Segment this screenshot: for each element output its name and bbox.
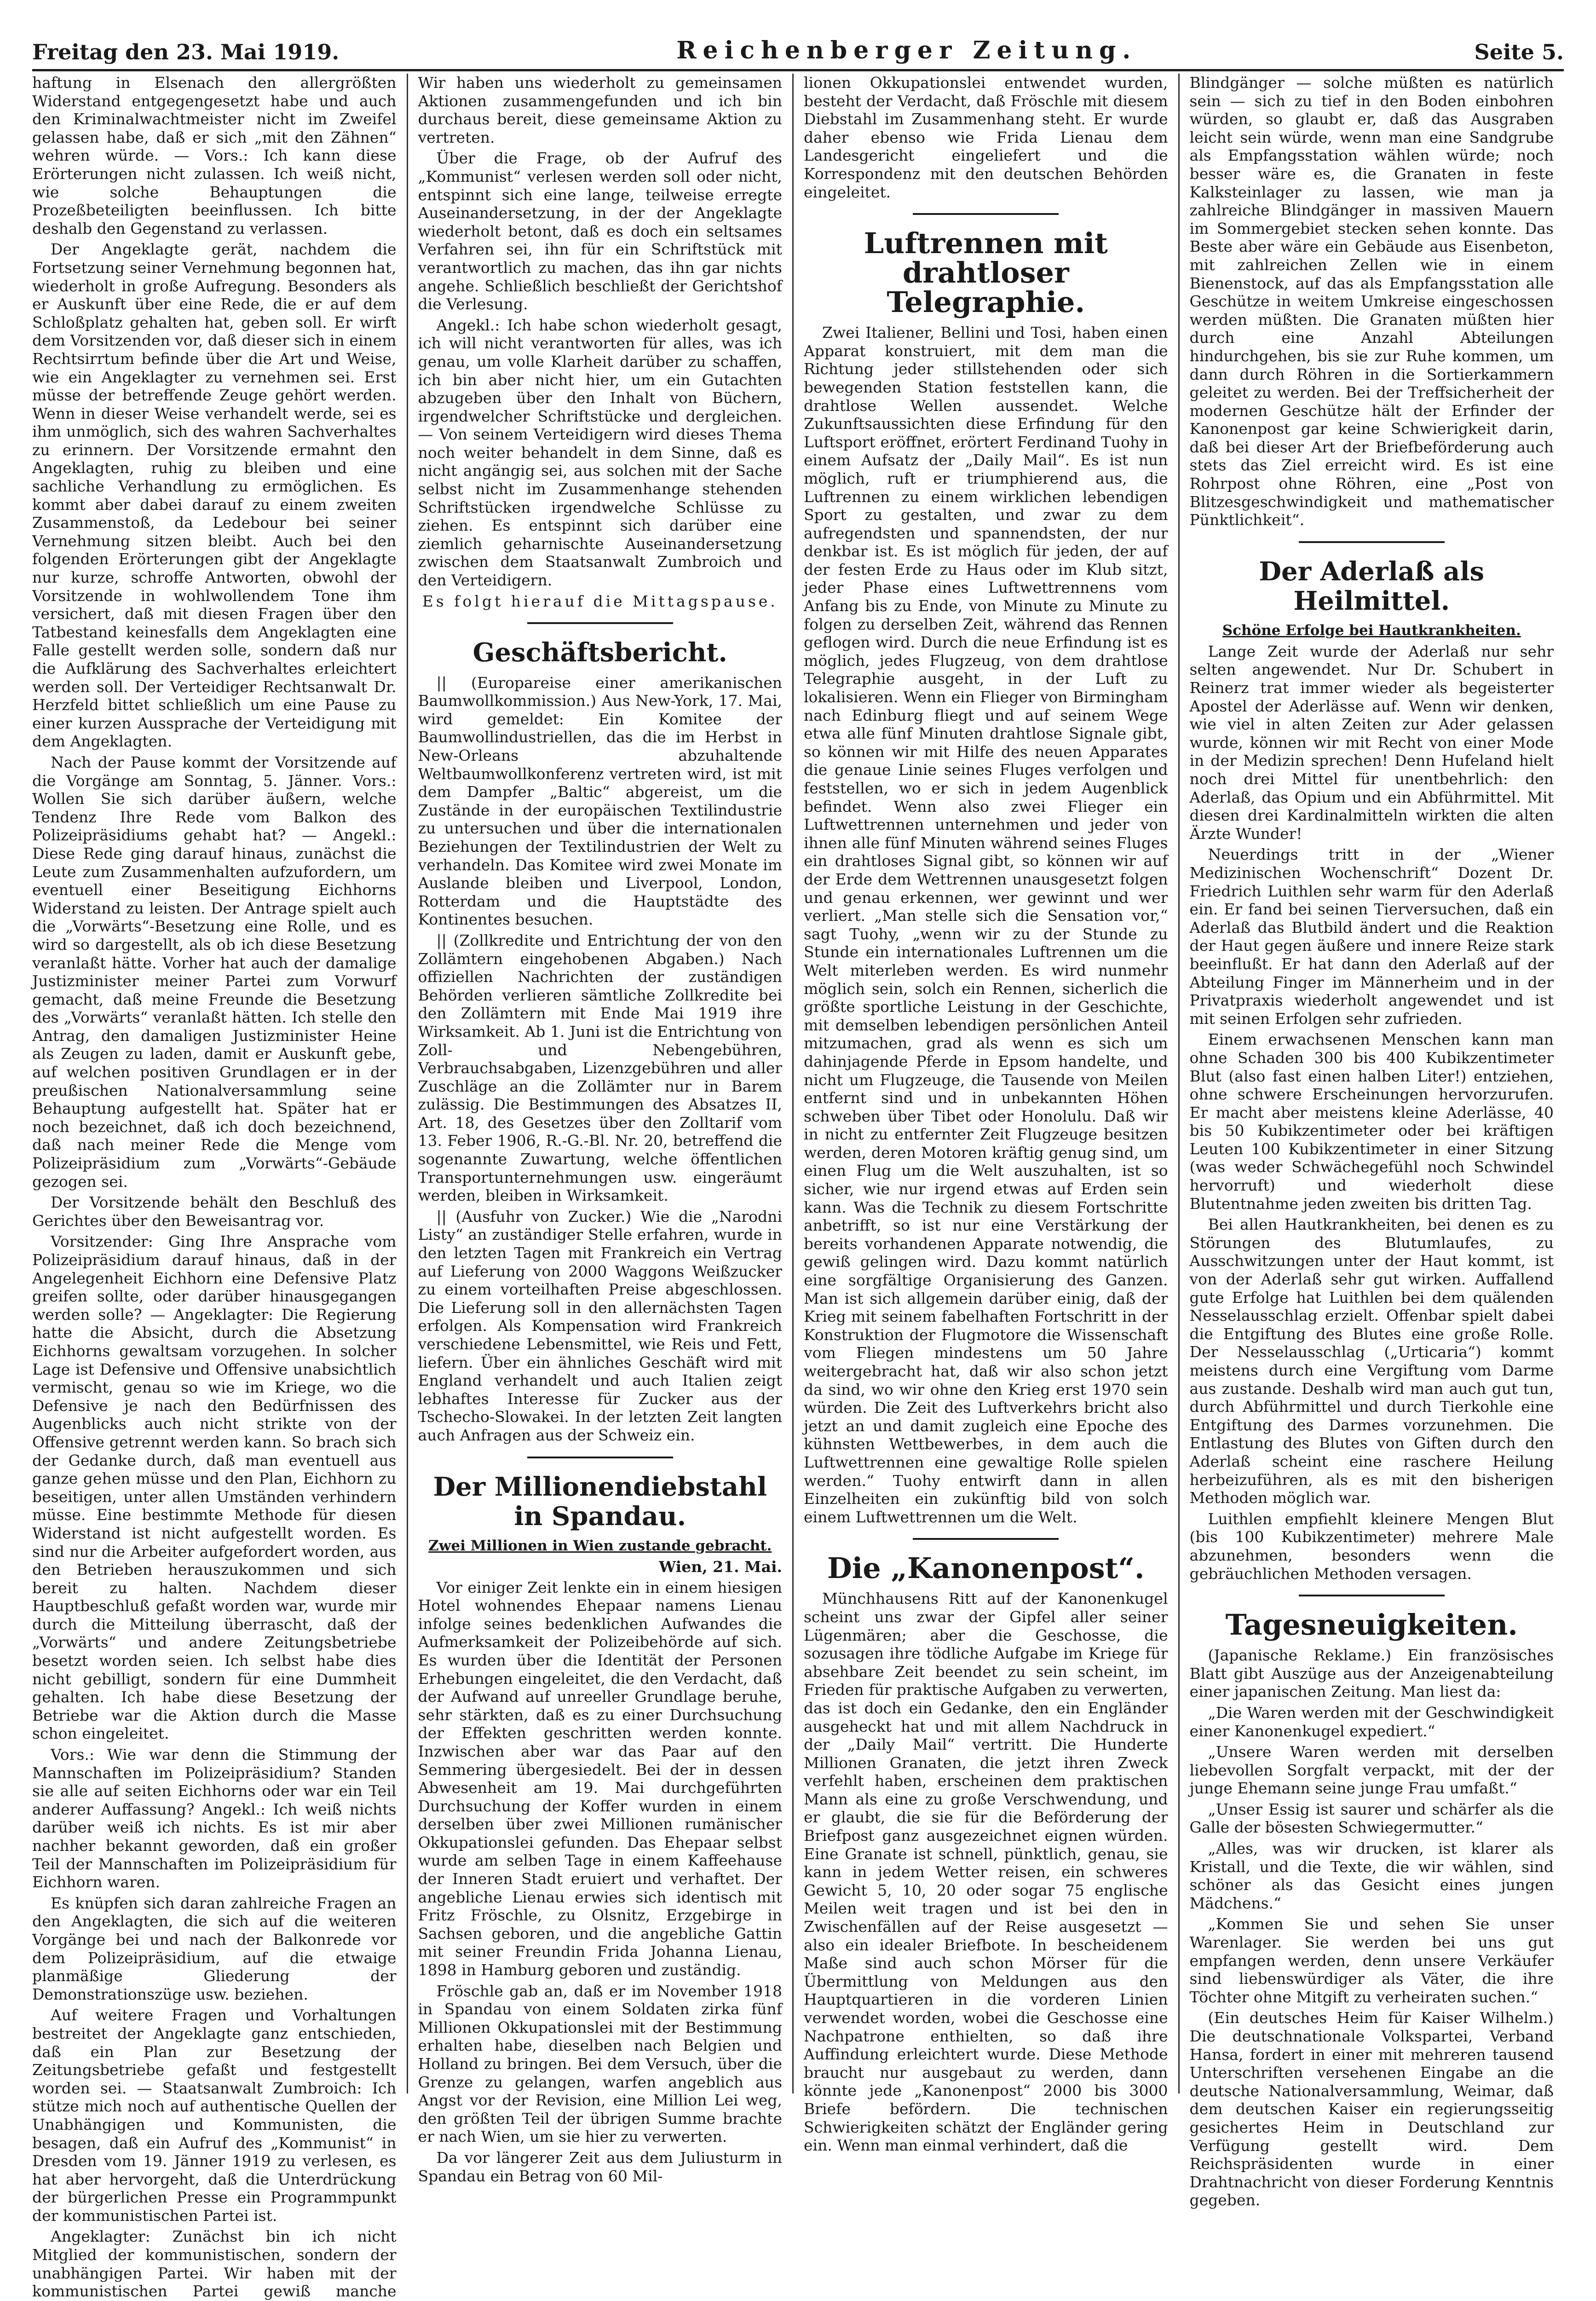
section-divider — [913, 213, 1059, 215]
section-divider — [1299, 1595, 1445, 1596]
page-number: Seite 5. — [1474, 40, 1564, 64]
paragraph: Münchhausens Ritt auf der Kanonenkugel scheint uns zwar der Gipfel aller seiner Lügenmären; aber die Geschosse, die sozusagen ihre tödliche Aufgabe im Kriege für absehbare Zeit beendet zu sein scheint, im Frieden für praktische Aufgaben zu verwerten, das ist doch ein Gedanke, den ein Engländer ausgeheckt hat und mit allem Nachdruck in der „Daily Mail“ vertritt. Die Hunderte Millionen Granaten, die jetzt ihren Zweck verfehlt haben, erscheinen dem praktischen Mann als eine zu große Verschwendung, und er glaubt, die sie für die Beförderung der Briefpost ganz ausgezeichnet eignen würden. Eine Granate ist schnell, pünktlich, genau, sie kann in jedem Wetter reisen, ein schweres Gewicht 5, 10, 20 oder sogar 75 englische Meilen weit tragen und ist bei den in Zwischenfällen auf der Reise ausgesetzt — also ein idealer Briefbote. In bescheidenem Maße sind auch schon Mörser für die Übermittlung von Meldungen aus den Hauptquartieren in die vorderen Linien verwendet worden, wobei die Geschosse eine Nachpatrone enthielten, so daß ihre Auffindung erleichtert wurde. Diese Methode braucht nur ausgebaut zu werden, dann könnte jede „Kanonenpost“ 2000 bis 3000 Briefe befördern. Die technischen Schwierigkeiten schätzt der Engländer gering ein. Wenn man einmal verhindert, daß die — [804, 1590, 1168, 2155]
paragraph: „Kommen Sie und sehen Sie unser Warenlager. Sie werden bei uns gut empfangen werden, denn unsere Verkäufer sind liebenswürdiger als Väter, die ihre Töchter ohne Mitgift zu verheiraten suchen.“ — [1189, 1915, 1554, 2006]
issue-date: Freitag den 23. Mai 1919. — [32, 40, 340, 64]
section-heading-geschaeftsbericht: Geschäftsbericht. — [472, 637, 727, 668]
paragraph: Blindgänger — solche müßten es natürlich sein — sich zu tief in den Boden einbohren würden, so glaubt er, daß das Ausgraben leicht sein würde, wenn man eine Sandgrube als Empfangsstation wählen würde; noch besser wäre es, die Granaten in feste Kalksteinlager zu lassen, wie man ja zahlreiche Blindgänger in massiven Mauern im Sommergebiet stecken sehen konnte. Das Beste aber wäre ein Gebäude aus Eisenbeton, mit zahlreichen Zellen wie in einem Bienenstock, auf das als Empfangsstation alle Geschütze in weitem Umkreise eingeschossen werden müßten. Die Granaten müßten hier durch eine Anzahl Abteilungen hindurchgehen, bis sie zur Ruhe kommen, um dann durch Röhren in die Sortierkammern geleitet zu werden. Bei der Treffsicherheit der modernen Geschütze hält der Erfinder der Kanonenpost gar keine Schwierigkeit darin, daß bei dieser Art der Briefbeförderung auch stets das Ziel erreicht wird. Es ist eine Rohrpost ohne Röhren, eine „Post von Blitzesgeschwindigkeit und mathematischer Pünktlichkeit“. — [1189, 74, 1554, 529]
paragraph: Lange Zeit wurde der Aderlaß nur sehr selten angewendet. Nur Dr. Schubert in Reinerz trat immer wieder als begeisterter Apostel der Aderlässe auf. Wenn wir denken, wie viel in alten Zeiten zur Ader gelassen wurde, können wir mit Recht von einer Mode in der Medizin sprechen! Denn Hufeland hielt noch drei Mittel für unentbehrlich: den Aderlaß, das Opium und ein Abführmittel. Mit diesen drei Kardinalmitteln wirkten die alten Ärzte Wunder! — [1189, 642, 1554, 843]
section-divider — [527, 1457, 673, 1458]
paragraph: (Ein deutsches Heim für Kaiser Wilhelm.) Die deutschnationale Volkspartei, Verband Hansa, fordert in einer mit mehreren tausend Unterschriften versehenen Eingabe an die deutsche Nationalversammlung, Weimar, daß dem deutschen Kaiser ein regierungsseitig gesichertes Heim in Deutschland zur Verfügung gestellt wird. Dem Reichspräsidenten wurde in einer Drahtnachricht von dieser Forderung Kenntnis gegeben. — [1189, 2009, 1554, 2209]
column-2 — [408, 74, 794, 2185]
column-1 — [32, 74, 408, 2301]
section-heading-kanonenpost: Die „Kanonenpost“. — [827, 1551, 1145, 1585]
paragraph: „Alles, was wir drucken, ist klarer als Kristall, und die Texte, die wir wählen, sind schöner als das Gesicht eines jungen Mädchens.“ — [1189, 1839, 1554, 1912]
paragraph: (Japanische Reklame.) Ein französisches Blatt gibt Auszüge aus der Anzeigenabteilung einer japanischen Zeitung. Man liest da: — [1189, 1646, 1554, 1701]
article-subheading: Zwei Millionen in Wien zustande gebracht. — [428, 1537, 772, 1554]
paragraph: Angekl.: Ich habe schon wiederholt gesagt, ich will nicht verantworten für alles, was ich genau, um volle Klarheit darüber zu schaffen, ich bin aber nicht hier, um ein Gutachten abzugeben über den Inhalt von Büchern, irgendwelcher Schriftstücke und dergleichen. — Von seinem Verteidigern wird dieses Thema noch weiter behandelt in dem Sinne, daß es nicht angängig sei, aus solchen mit der Sache selbst nicht im Zusammenhange stehenden Schriftstücken irgendwelche Schlüsse zu ziehen. Es entspinnt sich darüber eine ziemlich geharnischte Auseinandersetzung zwischen dem Staatsanwalt Zumbroich und den Verteidigern. — [418, 316, 782, 590]
recess-note: Es folgt hierauf die Mittagspause. — [422, 592, 778, 610]
section-divider — [1299, 541, 1445, 543]
paragraph: Vors.: Wie war denn die Stimmung der Mannschaften im Polizeipräsidium? Standen sie alle auf seiten Eichhorns oder war ein Teil anderer Auffassung? Angekl.: Ich weiß nichts darüber weiß ich nichts. Es ist mir aber nachher bekannt geworden, daß ein großer Teil der Mannschaften im Polizeipräsidium für Eichhorn waren. — [32, 1746, 397, 1891]
paragraph: Wir haben uns wiederholt zu gemeinsamen Aktionen zusammengefunden und ich bin durchaus bereit, diese gemeinsame Aktion zu vertreten. — [418, 74, 782, 146]
article-columns — [32, 74, 1564, 2301]
newspaper-title: Reichenberger Zeitung. — [676, 36, 1137, 64]
article-subheading: Schöne Erfolge bei Hautkrankheiten. — [1222, 622, 1521, 639]
section-heading-millionendiebstahl: Der Millionendiebstahl in Spandau. — [433, 1471, 767, 1532]
paragraph: Über die Frage, ob der Aufruf des „Kommunist“ verlesen werden soll oder nicht, entspinnt sich eine lange, teilweise erregte Auseinandersetzung, in der der Angeklagte wiederholt betont, daß es doch ein seltsames Verfahren sei, ihn für ein Schriftstück mit verantwortlich zu machen, das ihn gar nichts angehe. Schließlich beschließt der Gerichtshof die Verlesung. — [418, 149, 782, 313]
paragraph: haftung in Elsenach den allergrößten Widerstand entgegengesetzt habe und auch den Kriminalwachtmeister nicht im Zweifel gelassen habe, daß er sich „mit den Zähnen“ wehren würde. — Vors.: Ich kann diese Erörterungen nicht zulassen. Ich weiß nicht, wie solche Behauptungen die Prozeßbeteiligten beeinflussen. Ich bitte deshalb den Gegenstand zu verlassen. — [32, 74, 397, 237]
paragraph: Bei allen Hautkrankheiten, bei denen es zu Störungen des Blutumlaufes, zu Ausschwitzungen unter der Haut kommt, ist von der Aderlaß sehr gut wirken. Auffallend gute Erfolge hat Luithlen bei dem quälenden Nesselausschlag erzielt. Offenbar spielt dabei die Entgiftung des Blutes eine große Rolle. Der Nesselausschlag („Urticaria“) kommt meistens durch eine Vergiftung vom Darme aus zustande. Deshalb wird man auch gut tun, durch Abführmittel und durch Tierkohle eine Entgiftung des Darmes vorzunehmen. Die Entlastung des Blutes von Giften durch den Aderlaß scheint eine raschere Heilung herbeizuführen, als es mit den bisherigen Methoden möglich war. — [1189, 1215, 1554, 1507]
section-heading-luftrennen: Luftrennen mit drahtloser Telegraphie. — [864, 226, 1108, 319]
paragraph: Zwei Italiener, Bellini und Tosi, haben einen Apparat konstruiert, mit dem man die Richtung jeder stillstehenden oder sich bewegenden Station feststellen kann, die drahtlose Wellen aussendet. Welche Zukunftsaussichten diese Erfindung für den Luftsport eröffnet, erörtert Ferdinand Tuohy in einem Aufsatz der „Daily Mail“. Es ist nun möglich, ruft er triumphierend aus, die Luftrennen zu einem wirklichen lebendigen Sport zu gestalten, und zwar zu dem aufregendsten und spannendsten, der nur denkbar ist. Es ist möglich für jeden, der auf der festen Erde zu Haus oder im Klub sitzt, jeder Phase eines Luftwettrennens vom Anfang bis zu Ende, von Minute zu Minute zu folgen zu derselben Zeit, während das Rennen geflogen wird. Durch die neue Erfindung ist es möglich, jedes Flugzeug, von dem drahtlose Telegraphie ausgeht, in der Luft zu lokalisieren. Wenn ein Flieger von Birmingham nach Edinburg fliegt und auf seinem Wege etwa alle fünf Minuten drahtlose Signale gibt, so können wir mit Hilfe des neuen Apparates die genaue Linie seines Fluges verfolgen und feststellen, wo er sich in jedem Augenblick befindet. Wenn also zwei Flieger ein Luftwettrennen unternehmen und jeder von ihnen alle fünf Minuten während seines Fluges ein drahtloses Signal gibt, so können wir auf der Erde dem Wettrennen unausgesetzt folgen und genau erkennen, wer gewinnt und wer verliert. „Man stelle sich die Sensation vor,“ sagt Tuohy, „wenn wir zu der Stunde zu Stunde ein internationales Luftrennen um die Welt miterleben werden. Es wird nunmehr möglich sein, solch ein Rennen, sicherlich die größte sportliche Leistung in der Geschichte, mit demselben lebendigen persönlichen Anteil mitzumachen, grad als wenn es sich um dahinjagende Pferde in Epsom handelte, und nicht um Flugzeuge, die Tausende von Meilen entfernt sind und in unbekannten Höhen schweben über Tibet oder Honolulu. Daß wir in nicht zu entfernter Zeit Flugzeuge besitzen werden, deren Motoren kräftig genug sind, um einen Flug um die Welt auszuhalten, ist so sicher, wie nur irgend etwas auf Erden sein kann. Was die Technik zu diesem Fortschritte anbetrifft, so ist nur eine Verstärkung der bereits vorhandenen Apparate notwendig, die gewiß gelingen wird. Dazu kommt natürlich eine sorgfältige Organisierung des Ganzen. Man ist sich allgemein darüber einig, daß der Krieg mit seinem fabelhaften Fortschritt in der Konstruktion der Flugmotore die Wissenschaft vom Fliegen mindestens um 50 Jahre weitergebracht hat, daß wir also schon jetzt da sind, wo wir ohne den Krieg erst 1970 sein würden. Die Zeit des Luftverkehrs bricht also jetzt an und damit zugleich eine Epoche des kühnsten Wettbewerbes, in dem auch die Luftwettrennen eine gewaltige Rolle spielen werden.“ Tuohy entwirft dann in allen Einzelheiten ein zukünftig bild von solch einem Luftwettrennen um die Welt. — [804, 324, 1168, 1526]
paragraph: Fröschle gab an, daß er im November 1918 in Spandau von einem Soldaten zirka fünf Millionen Okkupationslei mit der Bestimmung erhalten habe, dieselben nach Belgien und Holland zu bringen. Bei dem Versuch, über die Grenze zu gelangen, warfen angeblich aus Angst vor der Revision, eine Million Lei weg, den größten Teil der übrigen Summe brachte er nach Wien, um sie hier zu verwerten. — [418, 1982, 782, 2146]
article-dateline: Wien, 21. Mai. — [659, 1557, 782, 1576]
paragraph: Auf weitere Fragen und Vorhaltungen bestreitet der Angeklagte ganz entschieden, daß ein Plan zur Besetzung der Zeitungsbetriebe gefaßt und festgestellt worden sei. — Staatsanwalt Zumbroich: Ich stütze mich noch auf authentische Quellen der Unabhängigen und Kommunisten, die besagen, daß ein Aufruf des „Kommunist“ in Dresden vom 19. Jänner 1919 zu verlesen, es hat aber hervorgeht, daß die Unterdrückung der bürgerlichen Presse ein Programmpunkt der kommunistischen Partei ist. — [32, 2006, 397, 2225]
masthead — [32, 32, 1564, 71]
paragraph: Luithlen empfiehlt kleinere Mengen Blut (bis 100 Kubikzentimeter) mehrere Male abzunehmen, besonders wenn die gebräuchlichen Methoden versagen. — [1189, 1509, 1554, 1583]
paragraph: Neuerdings tritt in der „Wiener Medizinischen Wochenschrift“ Dozent Dr. Friedrich Luithlen sehr warm für den Aderlaß ein. Er fand bei seinen Tierversuchen, daß ein Aderlaß das Blutbild ändert und die Reaktion der Haut gegen äußere und innere Reize stark beeinflußt. Er hat dann den Aderlaß auf der Abteilung Finger im Männerheim und in der Privatpraxis wiederholt angewendet und ist mit seinen Erfolgen sehr zufrieden. — [1189, 845, 1554, 1028]
paragraph: „Unser Essig ist saurer und schärfer als die Galle der bösesten Schwiegermutter.“ — [1189, 1800, 1554, 1837]
paragraph: Es knüpfen sich daran zahlreiche Fragen an den Angeklagten, die sich auf die weiteren Vorgänge bei und nach der Balkonrede vor dem Polizeipräsidium, auf die etwaige planmäßige Gliederung der Demonstrationszüge usw. beziehen. — [32, 1894, 397, 2003]
paragraph: Vorsitzender: Ging Ihre Ansprache vom Polizeipräsidium darauf hinaus, daß in der Angelegenheit Eichhorn eine Defensive Platz greifen sollte, oder darüber hinausgegangen werden solle? — Angeklagter: Die Regierung hatte die Absicht, durch die Absetzung Eichhorns gewaltsam vorzugehen. In solcher Lage ist Defensive und Offensive unabsichtlich vermischt, genau so wie im Kriege, wo die Defensive je nach den Bedürfnissen des Augenblicks auch nicht strikte von der Offensive getrennt werden kann. So brach sich der Gedanke durch, daß man eventuell aus ganze gehen müsse und den Plan, Eichhorn zu beseitigen, unter allen Umständen verhindern müsse. Eine bestimmte Methode für diesen Widerstand ist nicht aufgestellt worden. Es sind nur die Arbeiter aufgefordert worden, aus den Betrieben herauszukommen und sich bereit zu halten. Nachdem dieser Hauptbeschluß gefaßt worden war, wurde mir durch die Mitteilung überrascht, daß der „Vorwärts“ und andere Zeitungsbetriebe besetzt worden seien. Ich selbst habe dies nicht gebilligt, sondern für eine Dummheit gehalten. Ich habe diese Besetzung der Betriebe war die Aktion durch die Masse schon eingeleitet. — [32, 1232, 397, 1743]
paragraph: Da vor längerer Zeit aus dem Juliusturm in Spandau ein Betrag von 60 Mil- — [418, 2148, 782, 2185]
paragraph: Nach der Pause kommt der Vorsitzende auf die Vorgänge am Sonntag, 5. Jänner. Vors.: Wollen Sie sich darüber äußern, welche Tendenz Ihre Rede vom Balkon des Polizeipräsidiums gehabt hat? — Angekl.: Diese Rede ging darauf hinaus, zunächst die Leute zum Zusammenhalten aufzufordern, um eventuell einer Beseitigung Eichhorns Widerstand zu leisten. Der Antrage spielt auch die „Vorwärts“-Besetzung eine Rolle, und es wird so dargestellt, als ob ich diese Besetzung veranlaßt hätte. Vorher hat auch der damalige Justizminister meiner Partei zum Vorwurf gemacht, daß meine Freunde die Besetzung des „Vorwärts“ veranlaßt hätten. Ich stelle den Antrag, den damaligen Justizminister Heine als Zeugen zu laden, damit er Auskunft gebe, auf welchen positiven Grundlagen er in der preußischen Nationalversammlung seine Behauptung aufgestellt hat. Später hat er noch bezeichnet, daß ich doch bezeichnend, daß nach meiner Rede die Menge vom Polizeipräsidium zum „Vorwärts“-Gebäude gezogen sei. — [32, 753, 397, 1191]
paragraph: lionen Okkupationslei entwendet wurden, besteht der Verdacht, daß Fröschle mit diesem Diebstahl im Zusammenhang steht. Er wurde daher ebenso wie Frida Lienau dem Landesgericht eingeliefert und die Korrespondenz mit den deutschen Behörden eingeleitet. — [804, 74, 1168, 201]
paragraph: „Unsere Waren werden mit derselben liebevollen Sorgfalt verpackt, mit der der junge Ehemann seine junge Frau umfaßt.“ — [1189, 1743, 1554, 1798]
paragraph: Angeklagter: Zunächst bin ich nicht Mitglied der kommunistischen, sondern der unabhängigen Partei. Wir haben mit der kommunistischen Partei gewiß manche — [32, 2227, 397, 2301]
section-divider — [913, 1538, 1059, 1540]
paragraph: || (Europareise einer amerikanischen Baumwollkommission.) Aus New-York, 17. Mai, wird gemeldet: Ein Komitee der Baumwollindustriellen, das die im Herbst in New-Orleans abzuhaltende Weltbaumwollkonferenz vertreten wird, ist mit dem Dampfer „Baltic“ abgereist, um die Zustände in der europäischen Textilindustrie zu untersuchen und über die internationalen Beziehungen der Textilindustrien der Welt zu verhandeln. Das Komitee wird zwei Monate im Auslande bleiben und Liverpool, London, Rotterdam und die Hauptstädte des Kontinentes besuchen. — [418, 673, 782, 929]
paragraph: Der Angeklagte gerät, nachdem die Fortsetzung seiner Vernehmung begonnen hat, wiederholt in große Aufregung. Besonders als er Auskunft über eine Rede, die er auf dem Schloßplatz gehalten hat, geben soll. Er wirft dem Vorsitzenden vor, daß dieser sich in einem Rechtsirrtum befinde über die Art und Weise, wie ein Angeklagter zu vernehmen sei. Erst müsse der betreffende Zeuge gehört werden. Wenn in dieser Weise verhandelt werde, sei es ihm unmöglich, sich des wahren Sachverhaltes zu erinnern. Der Vorsitzende ermahnt den Angeklagten, ruhig zu bleiben und eine sachliche Verhandlung zu ermöglichen. Es kommt aber dabei darauf zu einem zweiten Zusammenstoß, da Ledebour bei seiner Vernehmung sitzen bleibt. Auch bei den folgenden Erörterungen gibt der Angeklagte nur kurze, schroffe Antworten, obwohl der Vorsitzende in wohlwollendem Tone ihm versichert, daß mit diesen Fragen über den Tatbestand keinesfalls dem Angeklagten eine Falle gestellt werden solle, sondern daß nur die Aufklärung des Sachverhaltes erleichtert werden soll. Der Verteidiger Rechtsanwalt Dr. Herzfeld bittet schließlich um eine Pause zu einer kurzen Aussprache der Verteidigung mit dem Angeklagten. — [32, 240, 397, 751]
paragraph: Einem erwachsenen Menschen kann man ohne Schaden 300 bis 400 Kubikzentimeter Blut (also fast einen halben Liter!) entziehen, ohne schwere Erscheinungen hervorzurufen. Er macht aber meistens kleine Aderlässe, 40 bis 50 Kubikzentimeter oder bei kräftigen Leuten 100 Kubikzentimeter in einer Sitzung (was weder Schwächegefühl noch Schwindel hervorruft) und wiederholt diese Blutentnahme jeden zweiten bis dritten Tag. — [1189, 1030, 1554, 1213]
section-heading-aderlass: Der Aderlaß als Heilmittel. — [1259, 556, 1485, 616]
paragraph: Vor einiger Zeit lenkte ein in einem hiesigen Hotel wohnendes Ehepaar namens Lienau infolge seines bedenklichen Aufwandes die Aufmerksamkeit der Polizeibehörde auf sich. Es wurden über die Identität der Personen Erhebungen eingeleitet, die den Verdacht, daß der Aufwand auf unreeller Grundlage beruhe, sehr stärkten, daß es zu einer Durchsuchung der Effekten geschritten werden konnte. Inzwischen aber war das Paar auf den Semmering übergesiedelt. Bei der in dessen Abwesenheit am 19. Mai durchgeführten Durchsuchung der Koffer wurden in einem derselben über zwei Millionen rumänischer Okkupationslei gefunden. Das Ehepaar selbst wurde am selben Tage in einem Kaffeehause der Inneren Stadt eruiert und verhaftet. Der angebliche Lienau erwies sich identisch mit Fritz Fröschle, zu Olsnitz, Erzgebirge in Sachsen geboren, und die angebliche Gattin mit seiner Freundin Frida Johanna Lienau, 1898 in Hamburg geboren und zuständig. — [418, 1578, 782, 1979]
paragraph: || (Ausfuhr von Zucker.) Wie die „Narodni Listy“ an zuständiger Stelle erfahren, wurde in den letzten Tagen mit Frankreich ein Vertrag auf Lieferung von 2000 Waggons Weißzucker zu einem vorteilhaften Preise abgeschlossen. Die Lieferung soll in den allernächsten Tagen erfolgen. Als Kompensation wird Frankreich verschiedene Lebensmittel, wie Reis und Fett, liefern. Über ein ähnliches Geschäft wird mit England verhandelt und auch Italien zeigt lebhaftes Interesse für Zucker aus der Tschecho-Slowakei. In der letzten Zeit langten auch Anfragen aus der Schweiz ein. — [418, 1207, 782, 1444]
section-heading-tagesneuigkeiten: Tagesneuigkeiten. — [1225, 1608, 1518, 1642]
column-3 — [794, 74, 1180, 2155]
section-divider — [527, 622, 673, 624]
column-4 — [1180, 74, 1564, 2209]
paragraph: Der Vorsitzende behält den Beschluß des Gerichtes über den Beweisantrag vor. — [32, 1193, 397, 1230]
paragraph: || (Zollkredite und Entrichtung der von den Zollämtern eingehobenen Abgaben.) Nach offiziellen Nachrichten der zuständigen Behörden verlieren sämtliche Zollkredite bei den Zollämtern mit Ende Mai 1919 ihre Wirksamkeit. Ab 1. Juni ist die Entrichtung von Zoll- und Nebengebühren, Verbrauchsabgaben, Lizenzgebühren und aller Zuschläge an die Zollämter nur in Barem zulässig. Die Bestimmungen des Absatzes II, Art. 18, des Gesetzes über den Zolltarif vom 13. Feber 1906, R.-G.-Bl. Nr. 20, betreffend die sogenannte Zuwartung, welche öffentlichen Transportunternehmungen usw. eingeräumt werden, bleiben in Wirksamkeit. — [418, 931, 782, 1205]
paragraph: „Die Waren werden mit der Geschwindigkeit einer Kanonenkugel expediert.“ — [1189, 1703, 1554, 1740]
